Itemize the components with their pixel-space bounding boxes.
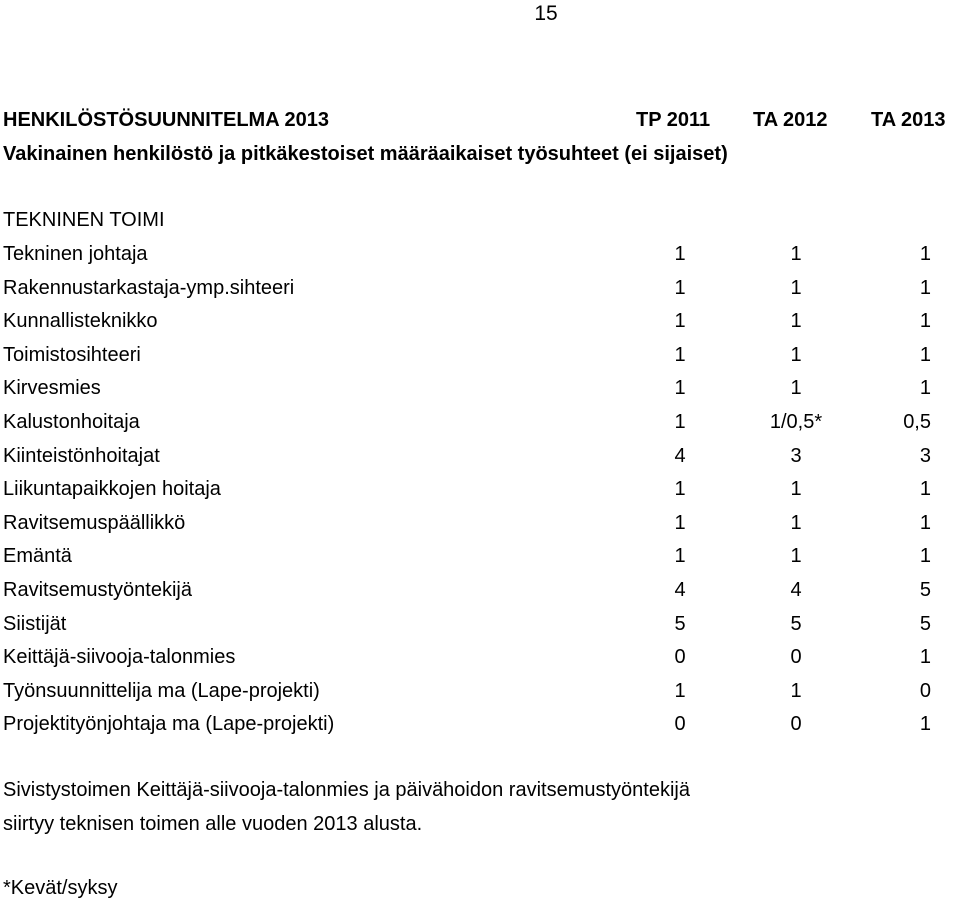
- cell-tp2011: 1: [674, 545, 686, 568]
- row-label: Liikuntapaikkojen hoitaja: [3, 478, 221, 501]
- cell-tp2011: 1: [674, 243, 686, 265]
- cell-tp2011: 0: [674, 713, 686, 736]
- row-label: Ravitsemuspäällikkö: [3, 511, 186, 534]
- table-row: [3, 410, 959, 444]
- cell-ta2013: 1: [919, 545, 931, 568]
- cell-ta2012: 1: [790, 511, 802, 534]
- cell-tp2011: 1: [674, 343, 686, 366]
- row-label: Kalustonhoitaja: [3, 410, 140, 433]
- cell-ta2012: 1: [790, 243, 802, 265]
- table-row: [3, 679, 959, 713]
- row-label: Ravitsemustyöntekijä: [3, 578, 192, 601]
- cell-ta2013: 1: [919, 646, 931, 669]
- cell-ta2012: 1: [790, 310, 802, 333]
- cell-tp2011: 1: [674, 377, 686, 400]
- cell-tp2011: 0: [674, 646, 686, 669]
- cell-ta2012: 4: [790, 578, 802, 601]
- table-row: [3, 242, 959, 276]
- cell-ta2012: 3: [790, 444, 802, 467]
- cell-ta2013: 3: [919, 444, 931, 467]
- cell-ta2013: 0: [919, 679, 931, 702]
- cell-ta2013: 1: [919, 243, 931, 265]
- table-row: [3, 712, 959, 746]
- cell-ta2013: 1: [919, 713, 931, 736]
- cell-ta2012: 1: [790, 276, 802, 299]
- column-header-tp2011: TP 2011: [636, 109, 711, 131]
- table-row: [3, 276, 959, 310]
- cell-ta2012: 0: [790, 646, 802, 669]
- table-row: [3, 309, 959, 343]
- row-label: Keittäjä-siivooja-talonmies: [3, 646, 236, 669]
- cell-ta2013: 1: [919, 310, 931, 333]
- cell-ta2013: 5: [919, 578, 931, 601]
- cell-tp2011: 1: [674, 310, 686, 333]
- row-label: Emäntä: [3, 545, 72, 568]
- section-title: TEKNINEN TOIMI: [3, 209, 165, 231]
- footnote: *Kevät/syksy: [3, 877, 118, 899]
- cell-ta2013: 1: [919, 377, 931, 400]
- document-subtitle: Vakinainen henkilöstö ja pitkäkestoiset määräaikaiset työsuhteet (ei sijaiset): [3, 143, 728, 165]
- cell-tp2011: 1: [674, 276, 686, 299]
- cell-ta2012: 1: [790, 545, 802, 568]
- cell-ta2013: 1: [919, 478, 931, 501]
- table-row: [3, 444, 959, 478]
- cell-tp2011: 1: [674, 478, 686, 501]
- cell-ta2013: 1: [919, 343, 931, 366]
- note-line-1: Sivistystoimen Keittäjä-siivooja-talonmies ja päivähoidon ravitsemustyöntekijä: [3, 779, 690, 801]
- row-label: Tekninen johtaja: [3, 243, 148, 265]
- row-label: Kirvesmies: [3, 377, 101, 400]
- row-label: Rakennustarkastaja-ymp.sihteeri: [3, 276, 295, 299]
- row-label: Kiinteistönhoitajat: [3, 444, 160, 467]
- table-header: [3, 108, 959, 134]
- cell-ta2012: 1: [790, 377, 802, 400]
- cell-ta2012: 5: [790, 612, 802, 635]
- row-label: Toimistosihteeri: [3, 343, 141, 366]
- column-header-ta2013: TA 2013: [871, 109, 946, 131]
- staff-table: [3, 242, 959, 746]
- row-label: Siistijät: [3, 612, 67, 635]
- cell-ta2012: 1: [790, 679, 802, 702]
- row-label: Työnsuunnittelija ma (Lape-projekti): [3, 679, 320, 702]
- cell-ta2012: 1: [790, 343, 802, 366]
- page-number: 15: [534, 2, 558, 25]
- table-row: [3, 612, 959, 646]
- cell-tp2011: 4: [674, 444, 686, 467]
- table-row: [3, 511, 959, 545]
- table-row: [3, 645, 959, 679]
- row-label: Kunnallisteknikko: [3, 310, 158, 333]
- cell-ta2013: 1: [919, 511, 931, 534]
- cell-tp2011: 1: [674, 410, 686, 433]
- cell-ta2013: 0,5: [903, 410, 931, 433]
- table-row: [3, 477, 959, 511]
- cell-ta2013: 1: [919, 276, 931, 299]
- row-label: Projektityönjohtaja ma (Lape-projekti): [3, 713, 335, 736]
- document-title: HENKILÖSTÖSUUNNITELMA 2013: [3, 109, 329, 131]
- cell-ta2013: 5: [919, 612, 931, 635]
- table-row: [3, 343, 959, 377]
- table-row: [3, 376, 959, 410]
- cell-tp2011: 1: [674, 679, 686, 702]
- cell-tp2011: 5: [674, 612, 686, 635]
- table-row: [3, 578, 959, 612]
- cell-ta2012: 1/0,5*: [769, 410, 823, 433]
- cell-tp2011: 4: [674, 578, 686, 601]
- column-header-ta2012: TA 2012: [753, 109, 828, 131]
- note-line-2: siirtyy teknisen toimen alle vuoden 2013 alusta.: [3, 813, 423, 835]
- cell-ta2012: 1: [790, 478, 802, 501]
- cell-ta2012: 0: [790, 713, 802, 736]
- table-row: [3, 544, 959, 578]
- cell-tp2011: 1: [674, 511, 686, 534]
